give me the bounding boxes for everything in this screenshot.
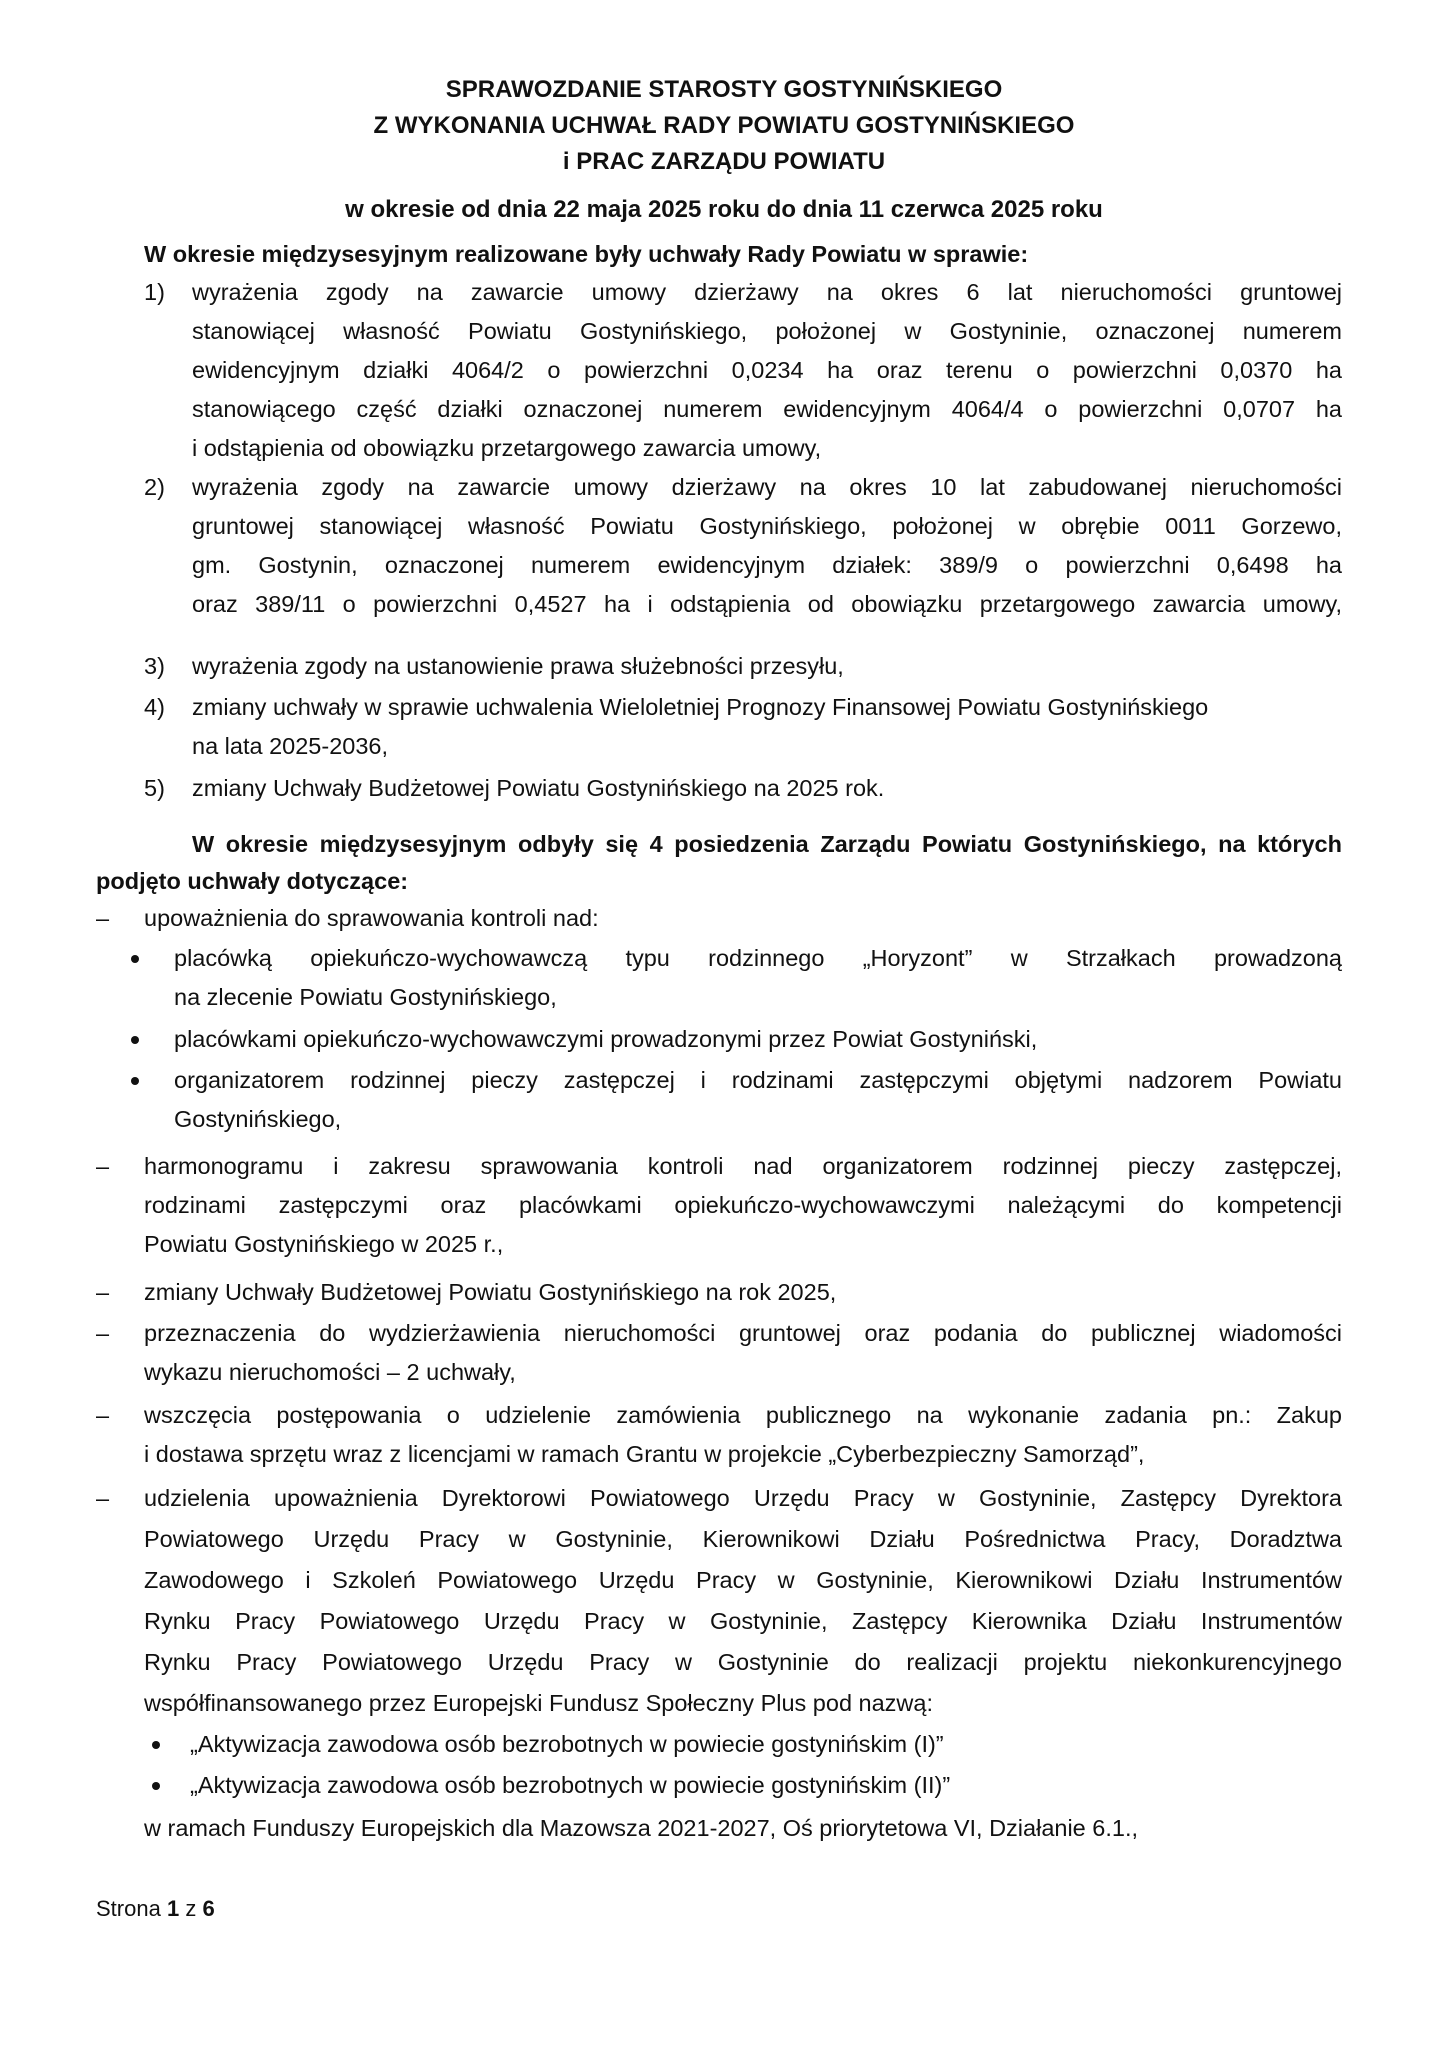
footer-label: Strona [96,1896,161,1921]
dash-marker: – [96,1279,110,1305]
list-item-line: stanowiącej własność Powiatu Gostynińskiego, położonej w Gostyninie, oznaczonej numerem [192,318,1342,344]
title-line-3: i PRAC ZARZĄDU POWIATU [562,148,886,175]
dash-item-line: Rynku Pracy Powiatowego Urzędu Pracy w Gostyninie, Zastępcy Kierownika Działu Instrumentów [144,1608,1342,1634]
dash-item-line: Rynku Pracy Powiatowego Urzędu Pracy w Gostyninie do realizacji projektu niekonkurencyjnego [144,1649,1342,1675]
list-item-line: gm. Gostynin, oznaczonej numerem ewidencyjnym działek: 389/9 o powierzchni 0,6498 ha [192,552,1342,578]
bullet-icon [131,1036,139,1044]
list-marker: 3) [144,653,165,679]
section1-heading: W okresie międzysesyjnym realizowane były uchwały Rady Powiatu w sprawie: [144,241,1029,267]
list-item-line: zmiany Uchwały Budżetowej Powiatu Gostynińskiego na 2025 rok. [192,775,885,801]
dash-item-line: wykazu nieruchomości – 2 uchwały, [144,1359,516,1385]
bullet-item-line: placówkami opiekuńczo-wychowawczymi prowadzonymi przez Powiat Gostyniński, [174,1026,1038,1052]
list-item-line: stanowiącego część działki oznaczonej numerem ewidencyjnym 4064/4 o powierzchni 0,0707 ha [192,396,1342,422]
list-item-line: wyrażenia zgody na zawarcie umowy dzierżawy na okres 6 lat nieruchomości gruntowej [192,279,1342,305]
closing-line: w ramach Funduszy Europejskich dla Mazowsza 2021-2027, Oś priorytetowa VI, Działanie 6.1., [144,1815,1138,1841]
list-item-line: wyrażenia zgody na ustanowienie prawa służebności przesyłu, [192,653,844,679]
title-line-2: Z WYKONANIA UCHWAŁ RADY POWIATU GOSTYNIŃSKIEGO [373,112,1075,139]
title-line-1: SPRAWOZDANIE STAROSTY GOSTYNIŃSKIEGO [445,76,1003,103]
footer-separator: z [185,1896,197,1921]
dash-item-line: Powiatowego Urzędu Pracy w Gostyninie, Kierownikowi Działu Pośrednictwa Pracy, Doradztwa [144,1526,1342,1552]
bullet-item-line: na zlecenie Powiatu Gostynińskiego, [174,984,557,1010]
list-item-line: gruntowej stanowiącej własność Powiatu Gostynińskiego, położonej w obrębie 0011 Gorzewo, [192,513,1342,539]
dash-item-line: przeznaczenia do wydzierżawienia nieruchomości gruntowej oraz podania do publicznej wiadomości [144,1320,1342,1346]
dash-item-line: Powiatu Gostynińskiego w 2025 r., [144,1231,504,1257]
bullet-icon [152,1782,160,1790]
list-item-line: wyrażenia zgody na zawarcie umowy dzierżawy na okres 10 lat zabudowanej nieruchomości [192,474,1342,500]
bullet-item-line: „Aktywizacja zawodowa osób bezrobotnych w powiecie gostynińskim (II)” [190,1772,951,1798]
dash-marker: – [96,1320,110,1346]
dash-marker: – [96,1485,110,1511]
bullet-icon [131,1077,139,1085]
dash-item-line: udzielenia upoważnienia Dyrektorowi Powiatowego Urzędu Pracy w Gostyninie, Zastępcy Dyrektora [144,1485,1342,1511]
bullet-item-line: „Aktywizacja zawodowa osób bezrobotnych w powiecie gostynińskim (I)” [190,1731,944,1757]
bullet-item-line: placówką opiekuńczo-wychowawczą typu rodzinnego „Horyzont” w Strzałkach prowadzoną [174,945,1342,971]
list-item-line: zmiany uchwały w sprawie uchwalenia Wieloletniej Prognozy Finansowej Powiatu Gostynińskiego [192,694,1209,720]
dash-item-line: Zawodowego i Szkoleń Powiatowego Urzędu Pracy w Gostyninie, Kierownikowi Działu Instrumentów [144,1567,1342,1593]
list-item-line: ewidencyjnym działki 4064/2 o powierzchni 0,0234 ha oraz terenu o powierzchni 0,0370 ha [192,357,1342,383]
footer-page-number: 1 [166,1896,180,1921]
dash-marker: – [96,905,110,931]
list-marker: 4) [144,694,165,720]
list-item-line: oraz 389/11 o powierzchni 0,4527 ha i odstąpienia od obowiązku przetargowego zawarcia umowy, [192,591,1342,617]
bullet-item-line: Gostynińskiego, [174,1106,342,1132]
dash-item-line: i dostawa sprzętu wraz z licencjami w ramach Grantu w projekcie „Cyberbezpieczny Samorząd”, [144,1441,1145,1467]
list-item-line: na lata 2025-2036, [192,733,388,759]
list-item-line: i odstąpienia od obowiązku przetargowego zawarcia umowy, [192,435,822,461]
dash-item-line: rodzinami zastępczymi oraz placówkami opiekuńczo-wychowawczymi należącymi do kompetencji [144,1192,1342,1218]
list-marker: 5) [144,775,165,801]
list-marker: 1) [144,279,165,305]
bullet-icon [131,955,139,963]
bullet-icon [152,1741,160,1749]
section2-heading-cont: podjęto uchwały dotyczące: [96,868,409,894]
footer-page-total: 6 [202,1896,215,1921]
dash-item-line: upoważnienia do sprawowania kontroli nad: [144,905,599,931]
dash-marker: – [96,1402,110,1428]
title-period: w okresie od dnia 22 maja 2025 roku do dnia 11 czerwca 2025 roku [345,196,1103,223]
page-footer [96,1894,215,1924]
dash-marker: – [96,1153,110,1179]
dash-item-line: współfinansowanego przez Europejski Fundusz Społeczny Plus pod nazwą: [144,1690,934,1716]
section2-heading: W okresie międzysesyjnym odbyły się 4 posiedzenia Zarządu Powiatu Gostynińskiego, na których [192,831,1342,857]
dash-item-line: zmiany Uchwały Budżetowej Powiatu Gostynińskiego na rok 2025, [144,1279,837,1305]
dash-item-line: harmonogramu i zakresu sprawowania kontroli nad organizatorem rodzinnej pieczy zastępczej, [144,1153,1342,1179]
dash-item-line: wszczęcia postępowania o udzielenie zamówienia publicznego na wykonanie zadania pn.: Zakup [144,1402,1342,1428]
bullet-item-line: organizatorem rodzinnej pieczy zastępczej i rodzinami zastępczymi objętymi nadzorem Powiatu [174,1067,1342,1093]
list-marker: 2) [144,474,165,500]
